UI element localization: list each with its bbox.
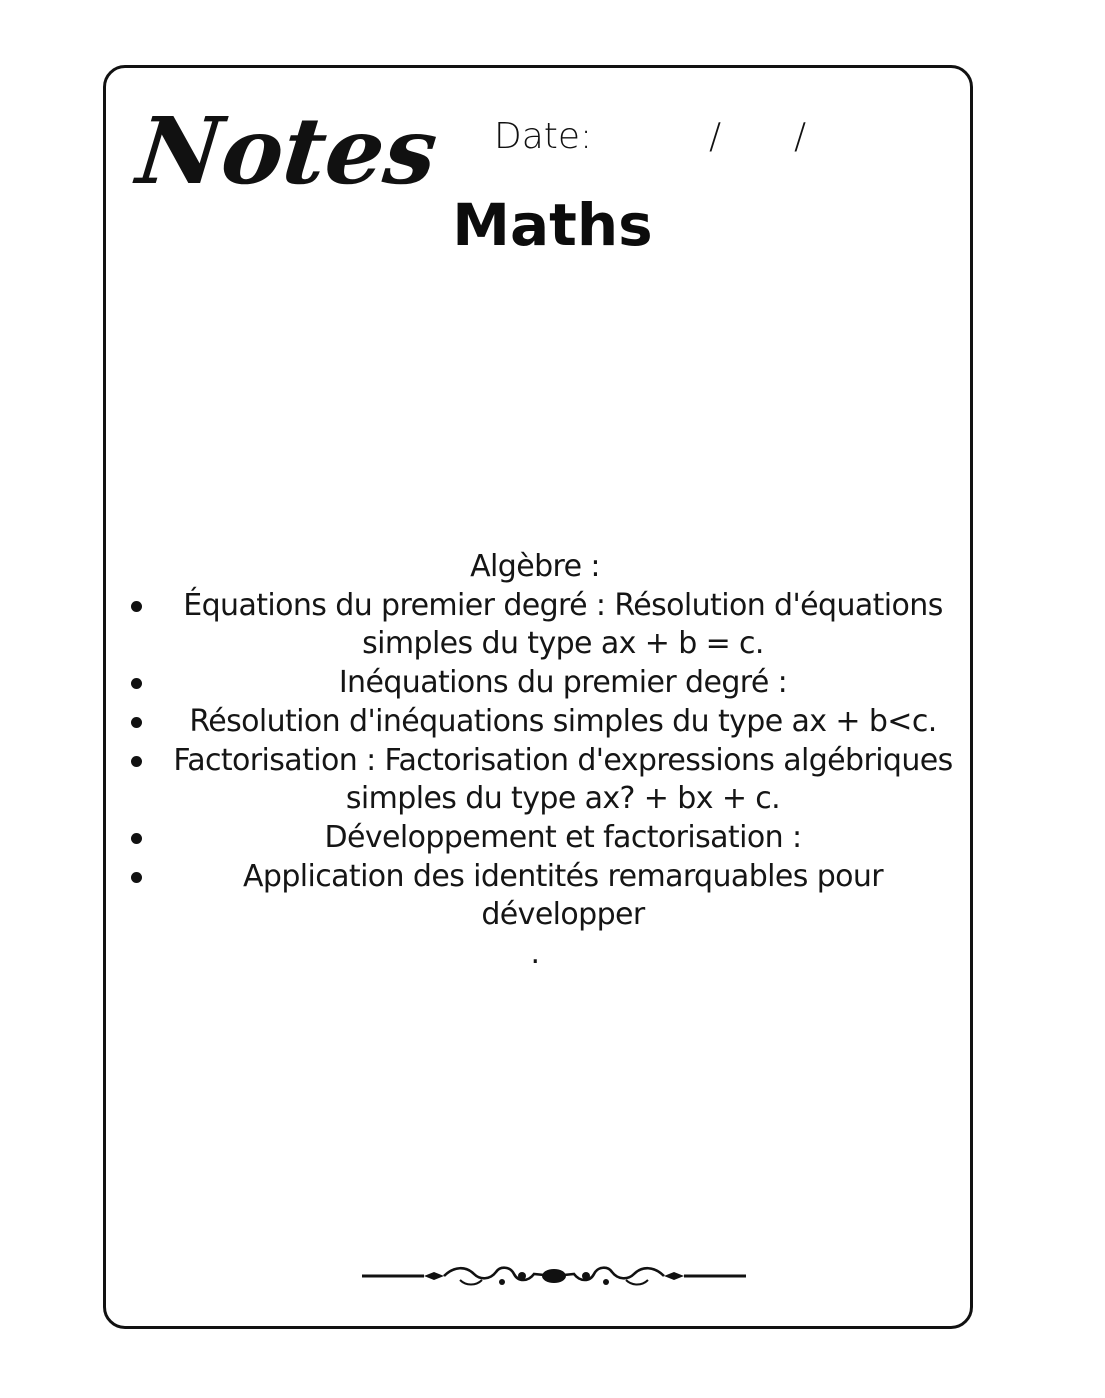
- list-item-text: Équations du premier degré : Résolution d'équations simples du type ax + b = c.: [183, 587, 943, 662]
- date-label: Date:: [494, 116, 593, 157]
- bullet-icon: [131, 756, 142, 767]
- list-item: [115, 664, 953, 703]
- list-item: [115, 819, 953, 858]
- list-item: [115, 858, 953, 935]
- bullet-icon: [131, 872, 142, 883]
- list-item-text: Inéquations du premier degré :: [338, 665, 788, 701]
- date-separator: /: [794, 116, 807, 157]
- bullet-icon: [131, 833, 142, 844]
- bullet-icon: [131, 678, 142, 689]
- notes-logo: [132, 95, 443, 205]
- notes-logo-text: Notes: [132, 96, 443, 205]
- flourish-divider-icon: [362, 1262, 746, 1290]
- list-item-text: Résolution d'inéquations simples du type ax + b<c.: [189, 703, 937, 739]
- notes-content: [115, 548, 1015, 974]
- list-item: [115, 742, 953, 819]
- section-title: Algèbre :: [470, 549, 600, 584]
- date-separator: /: [709, 116, 722, 157]
- list-item-text: Développement et factorisation :: [324, 819, 802, 855]
- list-item: [115, 703, 953, 742]
- list-item: [115, 587, 953, 664]
- list-item-text: Application des identités remarquables pour développer: [242, 858, 884, 933]
- bullet-icon: [131, 717, 142, 728]
- list-item-text: Factorisation : Factorisation d'expressions algébriques simples du type ax? + bx + c.: [173, 742, 953, 817]
- trailing-text: .: [530, 936, 540, 972]
- page-title: Maths: [452, 191, 653, 259]
- bullet-icon: [131, 601, 142, 612]
